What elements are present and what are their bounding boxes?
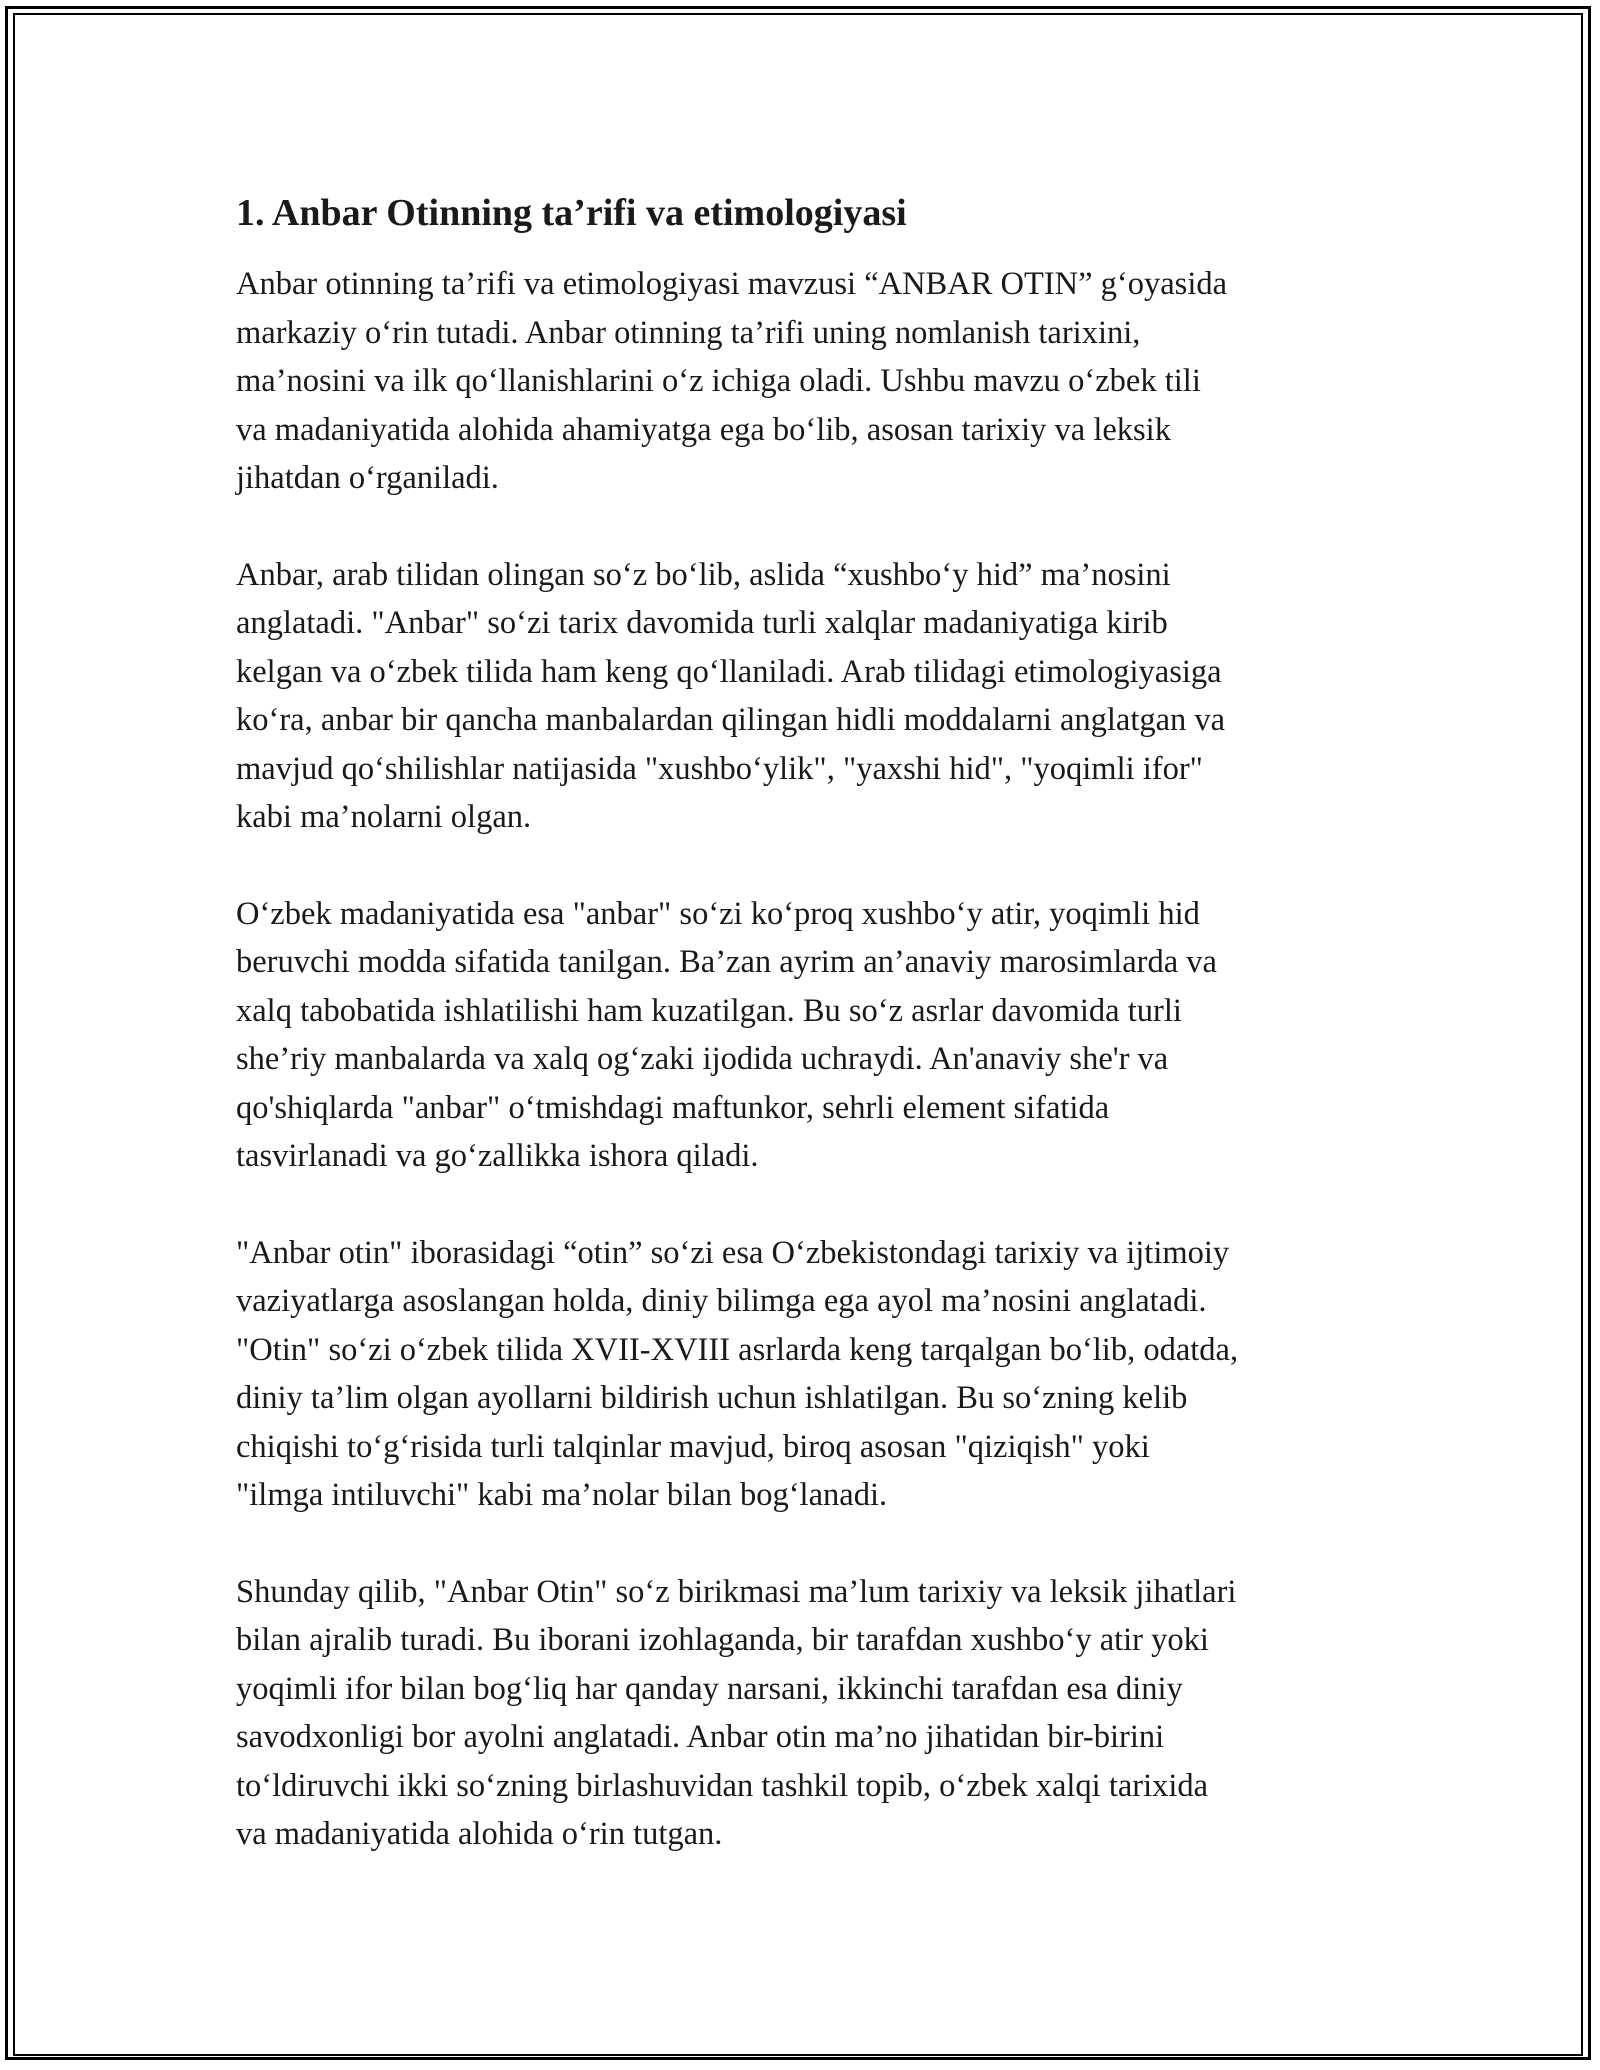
paragraph-uzbek-culture: O‘zbek madaniyatida esa "anbar" so‘zi ko‘proq xushbo‘y atir, yoqimli hid beruvchi modda sifatida tanilgan. Ba’zan ayrim an’anaviy marosimlarda va xalq tabobatida ishlatilishi ham kuzatilgan. Bu so‘z asrlar davomida turli she’riy manbalarda va xalq og‘zaki ijodida uchraydi. An'anaviy she'r va qo'shiqlarda "anbar" o‘tmishdagi maftunkor, sehrli element sifatida tasvirlanadi va go‘zallikka ishora qiladi.: [236, 895, 1217, 1174]
paragraph-conclusion: Shunday qilib, "Anbar Otin" so‘z birikmasi ma’lum tarixiy va leksik jihatlari bilan ajralib turadi. Bu iborani izohlaganda, bir tarafdan xushbo‘y atir yoki yoqimli ifor bilan bog‘liq har qanday narsani, ikkinchi tarafdan esa diniy savodxonligi bor ayolni anglatadi. Anbar otin ma’no jihatidan bir-birini to‘ldiruvchi ikki so‘zning birlashuvidan tashkil topib, o‘zbek xalqi tarixida va madaniyatida alohida o‘rin tutgan.: [236, 1573, 1237, 1852]
paragraph-definition: Anbar otinning ta’rifi va etimologiyasi mavzusi “ANBAR OTIN” g‘oyasida markaziy o‘rin tutadi. Anbar otinning ta’rifi uning nomlanish tarixini, ma’nosini va ilk qo‘llanishlarini o‘z ichiga oladi. Ushbu mavzu o‘zbek tili va madaniyatida alohida ahamiyatga ega bo‘lib, asosan tarixiy va leksik jihatdan o‘rganiladi.: [236, 266, 1228, 496]
paragraph-arabic-origin: Anbar, arab tilidan olingan so‘z bo‘lib, aslida “xushbo‘y hid” ma’nosini anglatadi. "Anbar" so‘zi tarix davomida turli xalqlar madaniyatiga kirib kelgan va o‘zbek tilida ham keng qo‘llaniladi. Arab tilidagi etimologiyasiga ko‘ra, anbar bir qancha manbalardan qilingan hidli moddalarni anglatgan va mavjud qo‘shilishlar natijasida "xushbo‘ylik", "yaxshi hid", "yoqimli ifor" kabi ma’nolarni olgan.: [236, 556, 1226, 835]
section-heading: 1. Anbar Otinning ta’rifi va etimologiyasi: [236, 192, 907, 234]
document-body: [236, 186, 1396, 1907]
paragraph-otin-meaning: "Anbar otin" iborasidagi “otin” so‘zi esa O‘zbekistondagi tarixiy va ijtimoiy vaziyatlarga asoslangan holda, diniy bilimga ega ayol ma’nosini anglatadi. "Otin" so‘zi o‘zbek tilida XVII-XVIII asrlarda keng tarqalgan bo‘lib, odatda, diniy ta’lim olgan ayollarni bildirish uchun ishlatilgan. Bu so‘zning kelib chiqishi to‘g‘risida turli talqinlar mavjud, biroq asosan "qiziqish" yoki "ilmga intiluvchi" kabi ma’nolar bilan bog‘lanadi.: [236, 1234, 1239, 1513]
